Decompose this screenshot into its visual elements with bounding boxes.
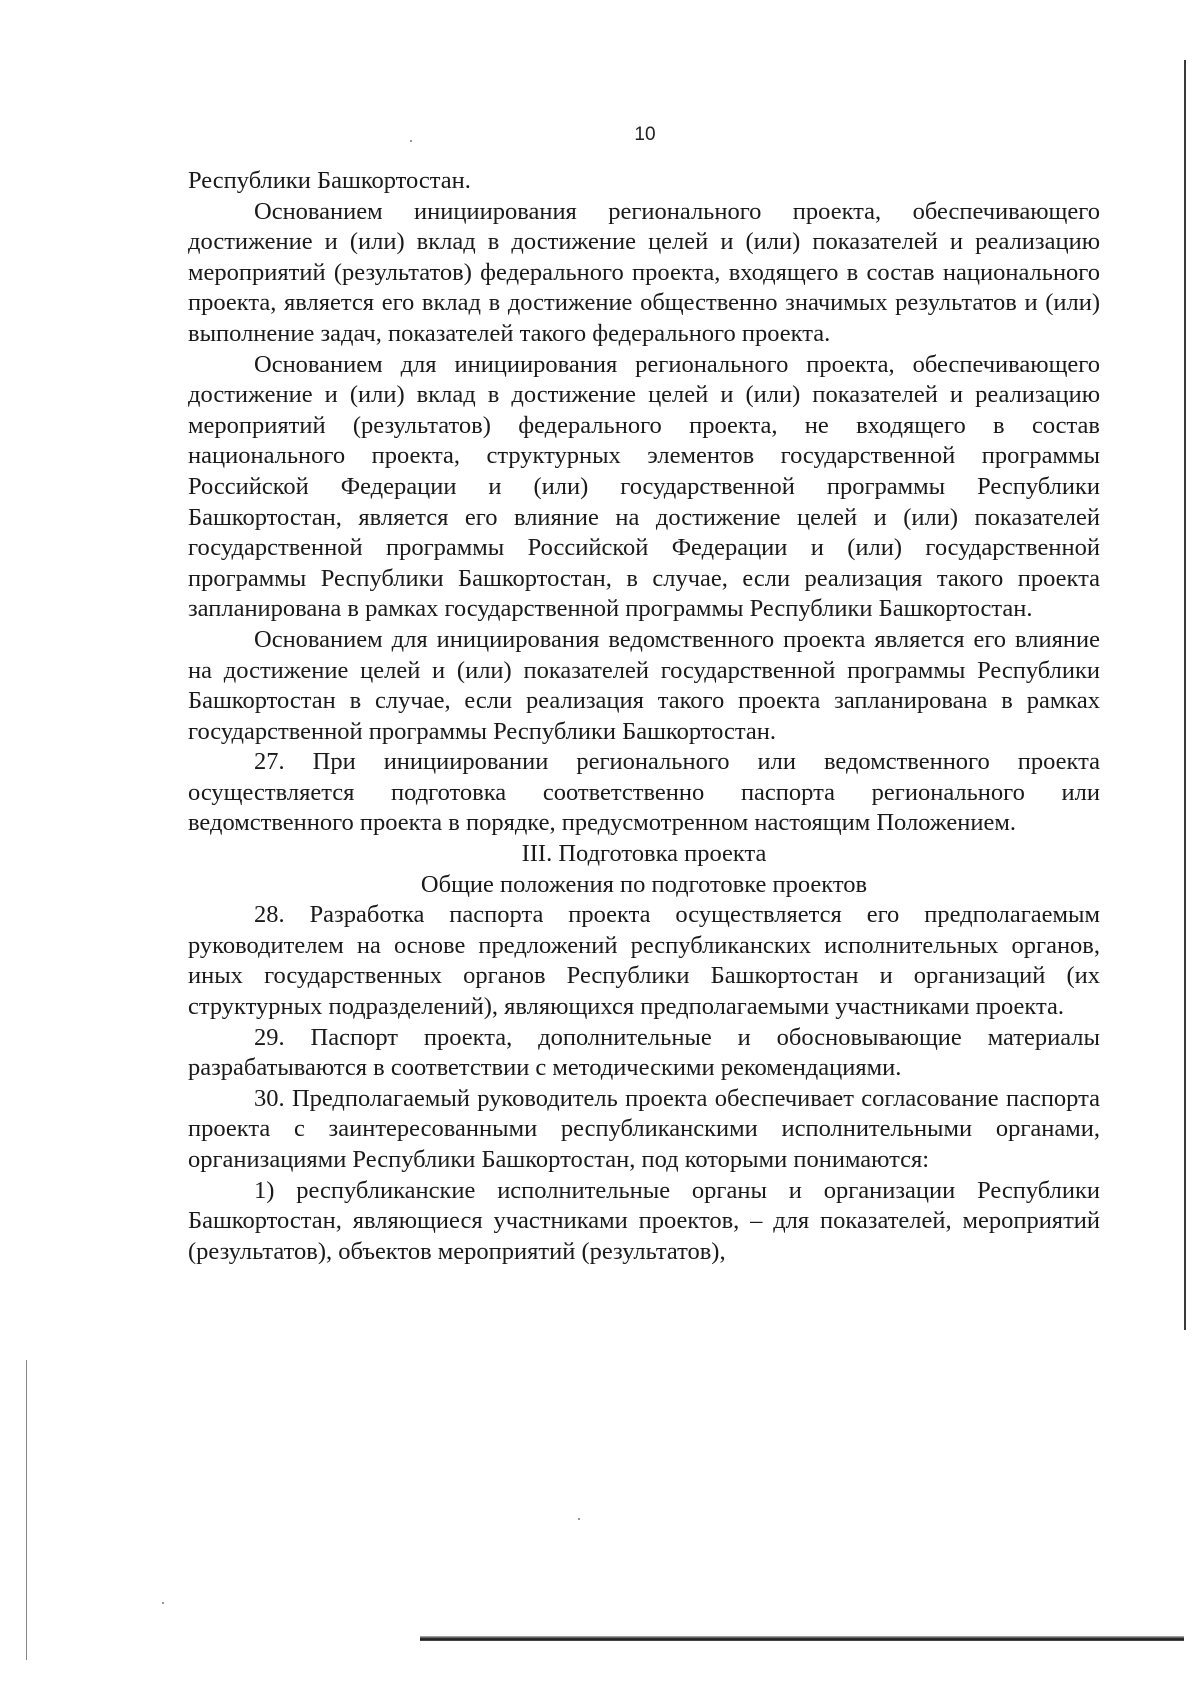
- paragraph-continuation: Республики Башкортостан.: [188, 167, 471, 194]
- paragraph-regional-project-basis: Основанием для инициирования регионального проекта, обеспечивающего достижение и (или) вклад в достижение целей и (или) показателей и реализацию мероприятий (результатов) федерального проекта, не входящего в состав национального проекта, структурных элементов государственной программы Российской Федерации и (или) государственной программы Республики Башкортостан, является его влияние на достижение целей и (или) показателей государственной программы Российской Федерации и (или) государственной программы Республики Башкортостан, в случае, если реализация такого проекта запланирована в рамках государственной программы Республики Башкортостан.: [188, 350, 1100, 623]
- scan-speck: [578, 1518, 580, 1520]
- scan-edge-line-right: [1184, 60, 1186, 1330]
- paragraph-item-30: 30. Предполагаемый руководитель проекта обеспечивает согласование паспорта проекта с заинтересованными республиканскими исполнительными органами, организациями Республики Башкортостан, под которыми понимаются:: [188, 1084, 1100, 1173]
- section-heading: III. Подготовка проекта: [521, 840, 767, 868]
- paragraph-item-27: 27. При инициировании регионального или ведомственного проекта осуществляется подготовка соответственно паспорта регионального или ведомственного проекта в порядке, предусмотренном настоящим Положением.: [188, 748, 1100, 837]
- paragraph-item-28: 28. Разработка паспорта проекта осуществляется его предполагаемым руководителем на основе предложений республиканских исполнительных органов, иных государственных органов Республики Башкортостан и организаций (их структурных подразделений), являющихся предполагаемыми участниками проекта.: [188, 901, 1100, 1021]
- scan-edge-line-left: [26, 1360, 27, 1660]
- scan-edge-line-bottom: [420, 1636, 1184, 1641]
- paragraph-federal-project-basis: Основанием инициирования регионального проекта, обеспечивающего достижение и (или) вклад в достижение целей и (или) показателей и реализацию мероприятий (результатов) федерального проекта, входящего в состав национального проекта, является его вклад в достижение общественно значимых результатов и (или) выполнение задач, показателей такого федерального проекта.: [188, 197, 1100, 347]
- document-body: [188, 166, 1100, 1267]
- paragraph-item-29: 29. Паспорт проекта, дополнительные и обосновывающие материалы разрабатываются в соответствии с методическими рекомендациями.: [188, 1023, 1100, 1082]
- scan-speck: [410, 140, 412, 142]
- paragraph-departmental-project-basis: Основанием для инициирования ведомственного проекта является его влияние на достижение целей и (или) показателей государственной программы Республики Башкортостан в случае, если реализация такого проекта запланирована в рамках государственной программы Республики Башкортостан.: [188, 625, 1100, 745]
- scan-speck: [162, 1602, 164, 1604]
- page-number: 10: [634, 124, 656, 145]
- subsection-heading: Общие положения по подготовке проектов: [420, 870, 868, 898]
- paragraph-subitem-1: 1) республиканские исполнительные органы и организации Республики Башкортостан, являющиеся участниками проектов, – для показателей, мероприятий (результатов), объектов мероприятий (результатов),: [188, 1176, 1100, 1265]
